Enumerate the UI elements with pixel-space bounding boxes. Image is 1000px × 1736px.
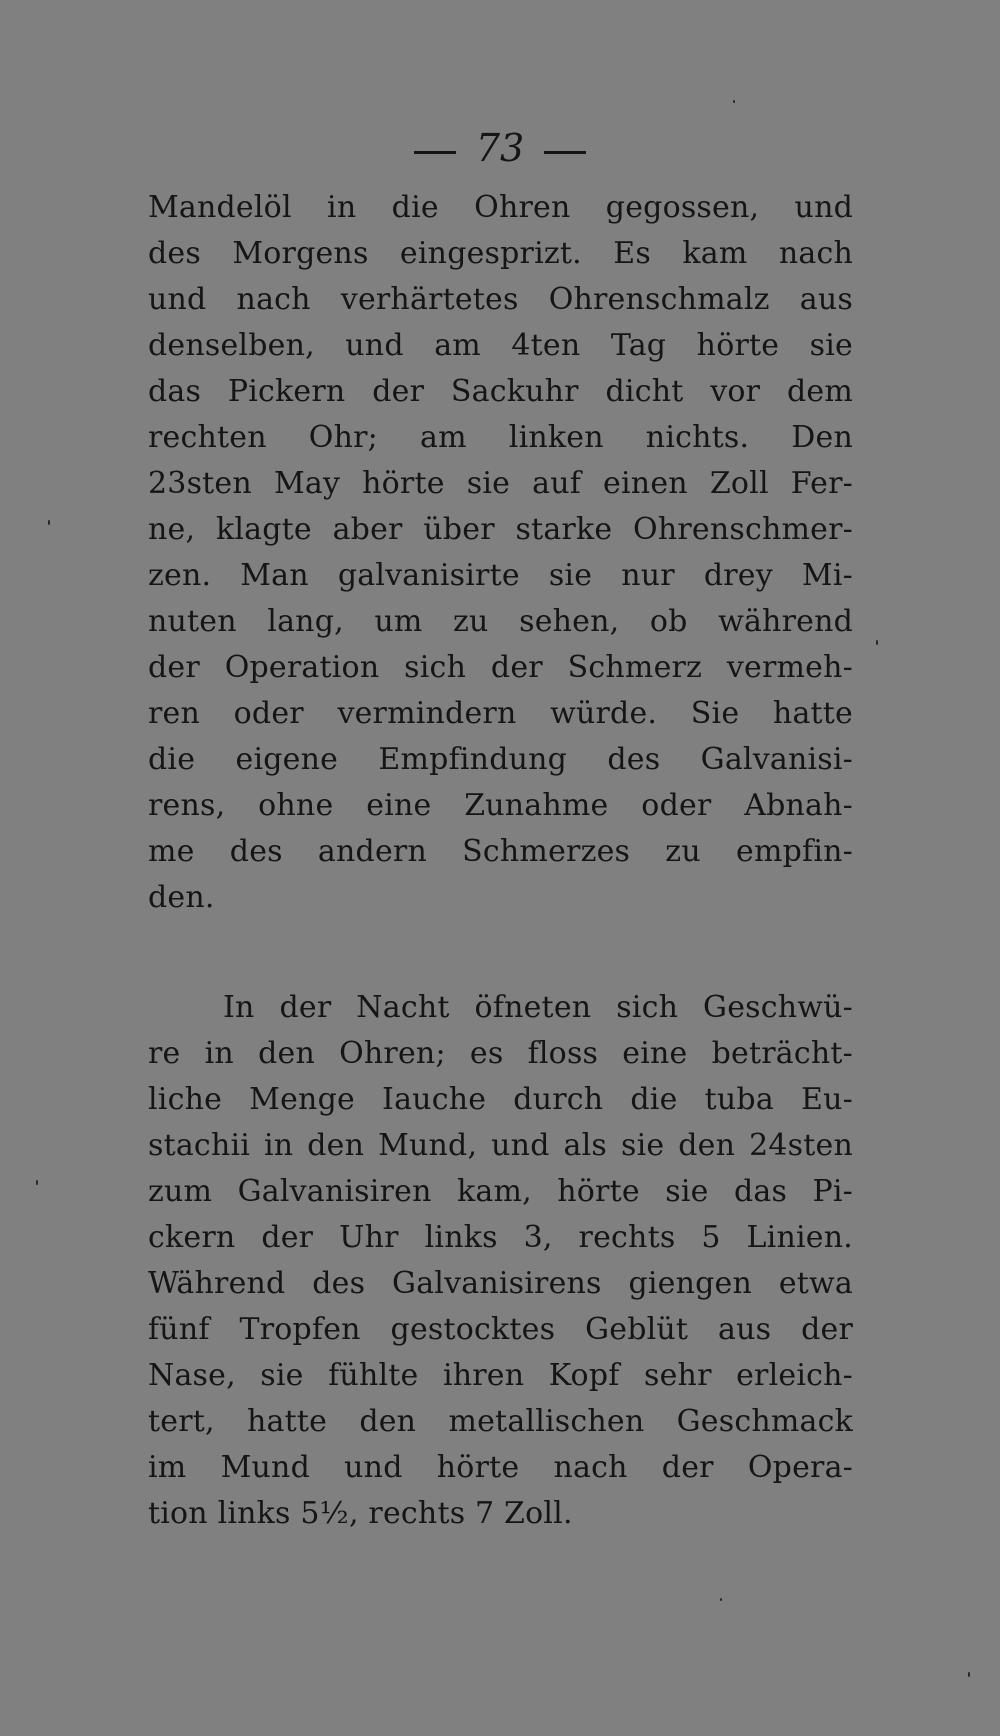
paragraph-gap [148, 921, 853, 985]
text-line: der Operation sich der Schmerz vermeh- [148, 650, 853, 685]
scan-speck [48, 520, 50, 525]
header-dash-left [414, 151, 456, 154]
text-line: im Mund und hörte nach der Opera- [148, 1450, 853, 1485]
paragraph-1 [148, 185, 853, 921]
text-line: me des andern Schmerzes zu empfin- [148, 834, 853, 869]
page-number: 73 [475, 126, 525, 170]
text-line: zum Galvanisiren kam, hörte sie das Pi- [148, 1174, 853, 1209]
text-line: denselben, und am 4ten Tag hörte sie [148, 328, 853, 363]
text-line: stachii in den Mund, und als sie den 24sten [148, 1128, 853, 1163]
scan-speck [36, 1180, 38, 1185]
page-header [0, 118, 1000, 180]
text-line: In der Nacht öfneten sich Geschwü- [223, 990, 853, 1025]
header-dash-right [544, 151, 586, 154]
scan-speck [968, 1672, 970, 1677]
text-line: Mandelöl in die Ohren gegossen, und [148, 190, 853, 225]
text-line: ckern der Uhr links 3, rechts 5 Linien. [148, 1220, 853, 1255]
text-line: tion links 5½, rechts 7 Zoll. [148, 1496, 573, 1531]
text-line: ren oder vermindern würde. Sie hatte [148, 696, 853, 731]
text-line: rens, ohne eine Zunahme oder Abnah- [148, 788, 853, 823]
text-line: ne, klagte aber über starke Ohrenschmer- [148, 512, 853, 547]
text-line: zen. Man galvanisirte sie nur drey Mi- [148, 558, 853, 593]
text-line: Während des Galvanisirens giengen etwa [148, 1266, 853, 1301]
text-line: des Morgens eingesprizt. Es kam nach [148, 236, 853, 271]
text-line: re in den Ohren; es floss eine beträcht- [148, 1036, 853, 1071]
text-line: den. [148, 880, 215, 915]
paragraph-2 [148, 985, 853, 1537]
text-line: nuten lang, um zu sehen, ob während [148, 604, 853, 639]
text-line: rechten Ohr; am linken nichts. Den [148, 420, 853, 455]
scan-speck [720, 1598, 722, 1601]
text-line: Nase, sie fühlte ihren Kopf sehr erleich- [148, 1358, 853, 1393]
text-line: die eigene Empfindung des Galvanisi- [148, 742, 853, 777]
text-line: fünf Tropfen gestocktes Geblüt aus der [148, 1312, 853, 1347]
page-body [148, 185, 853, 1537]
text-line: das Pickern der Sackuhr dicht vor dem [148, 374, 853, 409]
text-line: liche Menge Iauche durch die tuba Eu- [148, 1082, 853, 1117]
scan-speck [876, 640, 878, 645]
text-line: und nach verhärtetes Ohrenschmalz aus [148, 282, 853, 317]
text-line: tert, hatte den metallischen Geschmack [148, 1404, 853, 1439]
scan-speck [733, 100, 735, 103]
text-line: 23sten May hörte sie auf einen Zoll Fer- [148, 466, 853, 501]
